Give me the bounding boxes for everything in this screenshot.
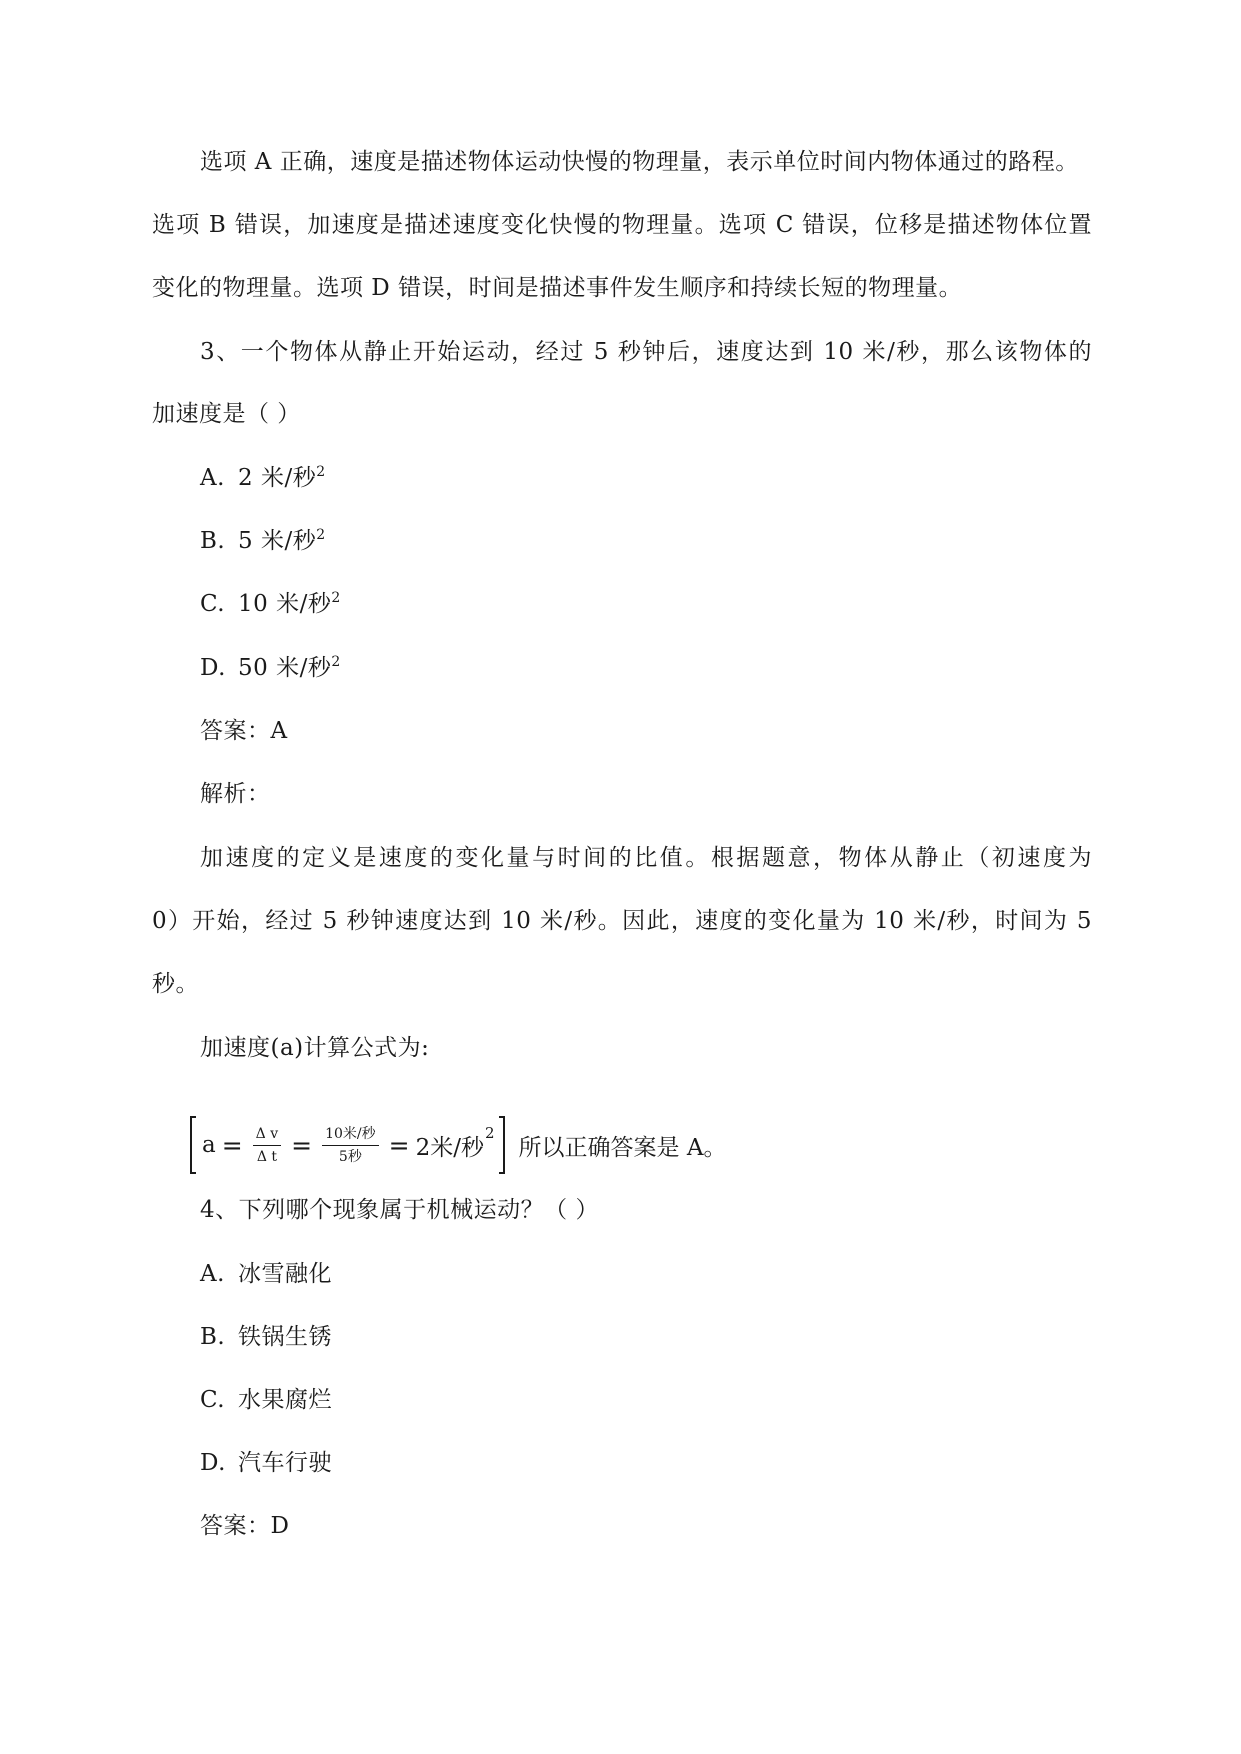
option-letter: D.	[200, 655, 226, 681]
option-letter: B.	[200, 528, 226, 554]
q3-option-c	[200, 588, 1140, 620]
explanation-line-2: 选项 B 错误，加速度是描述速度变化快慢的物理量。选项 C 错误，位移是描述物体位置	[152, 212, 1092, 238]
acceleration-formula	[190, 1112, 726, 1178]
q4-option-b	[200, 1321, 1140, 1353]
q3-analysis-line-1: 加速度的定义是速度的变化量与时间的比值。根据题意，物体从静止（初速度为	[200, 845, 1092, 871]
option-text: 铁锅生锈	[238, 1324, 332, 1350]
q4-option-a	[200, 1258, 1140, 1290]
fraction-delta	[253, 1126, 281, 1165]
q3-option-b	[200, 525, 1140, 557]
option-text: 冰雪融化	[238, 1261, 332, 1287]
option-text: 汽车行驶	[238, 1450, 332, 1476]
equals-sign: =	[221, 1130, 243, 1160]
squared-exponent: 2	[316, 464, 326, 480]
option-letter: A.	[200, 465, 225, 491]
q3-analysis-line-3: 秒。	[152, 971, 199, 997]
fraction-denominator: 5秒	[338, 1148, 362, 1165]
left-bracket	[190, 1116, 196, 1174]
option-text: 5 米/秒	[238, 528, 317, 554]
equals-sign: =	[291, 1130, 313, 1160]
option-letter: B.	[200, 1324, 226, 1350]
formula-intro: 加速度(a)计算公式为:	[200, 1035, 430, 1061]
q4-option-c	[200, 1384, 1140, 1416]
option-text: 50 米/秒	[238, 655, 332, 681]
equals-sign: =	[388, 1130, 410, 1160]
fraction-values	[322, 1126, 379, 1165]
question-4-text: 4、下列哪个现象属于机械运动？（ ）	[200, 1197, 599, 1223]
option-letter: A.	[200, 1261, 225, 1287]
option-letter: C.	[200, 591, 226, 617]
formula-conclusion: 所以正确答案是 A。	[518, 1134, 727, 1161]
formula-result-exponent: 2	[484, 1124, 495, 1142]
q3-option-a	[200, 462, 1140, 494]
squared-exponent: 2	[316, 527, 326, 543]
formula-result: 2米/秒	[415, 1134, 484, 1161]
explanation-line-3: 变化的物理量。选项 D 错误，时间是描述事件发生顺序和持续长短的物理量。	[152, 275, 963, 301]
option-letter: D.	[200, 1450, 226, 1476]
squared-exponent: 2	[331, 590, 341, 606]
option-text: 10 米/秒	[238, 591, 332, 617]
fraction-numerator: 10米/秒	[322, 1126, 379, 1146]
question-3-text-cont: 加速度是（ ）	[152, 401, 301, 427]
q3-answer: 答案：A	[200, 718, 288, 744]
option-text: 2 米/秒	[238, 465, 317, 491]
q3-analysis-label: 解析：	[200, 781, 271, 807]
q4-answer: 答案：D	[200, 1513, 290, 1539]
fraction-numerator: Δ v	[253, 1126, 281, 1146]
q3-option-d	[200, 652, 1140, 684]
q4-option-d	[200, 1447, 1140, 1479]
right-bracket	[499, 1116, 505, 1174]
explanation-line-1: 选项 A 正确，速度是描述物体运动快慢的物理量，表示单位时间内物体通过的路程。	[200, 149, 1079, 175]
formula-lhs: a	[202, 1132, 216, 1158]
question-3-text: 3、一个物体从静止开始运动，经过 5 秒钟后，速度达到 10 米/秒，那么该物体的	[200, 339, 1092, 365]
option-text: 水果腐烂	[238, 1387, 332, 1413]
option-letter: C.	[200, 1387, 226, 1413]
squared-exponent: 2	[331, 654, 341, 670]
q3-analysis-line-2: 0）开始，经过 5 秒钟速度达到 10 米/秒。因此，速度的变化量为 10 米/秒，时间为 5	[152, 908, 1092, 934]
fraction-denominator: Δ t	[256, 1148, 277, 1165]
